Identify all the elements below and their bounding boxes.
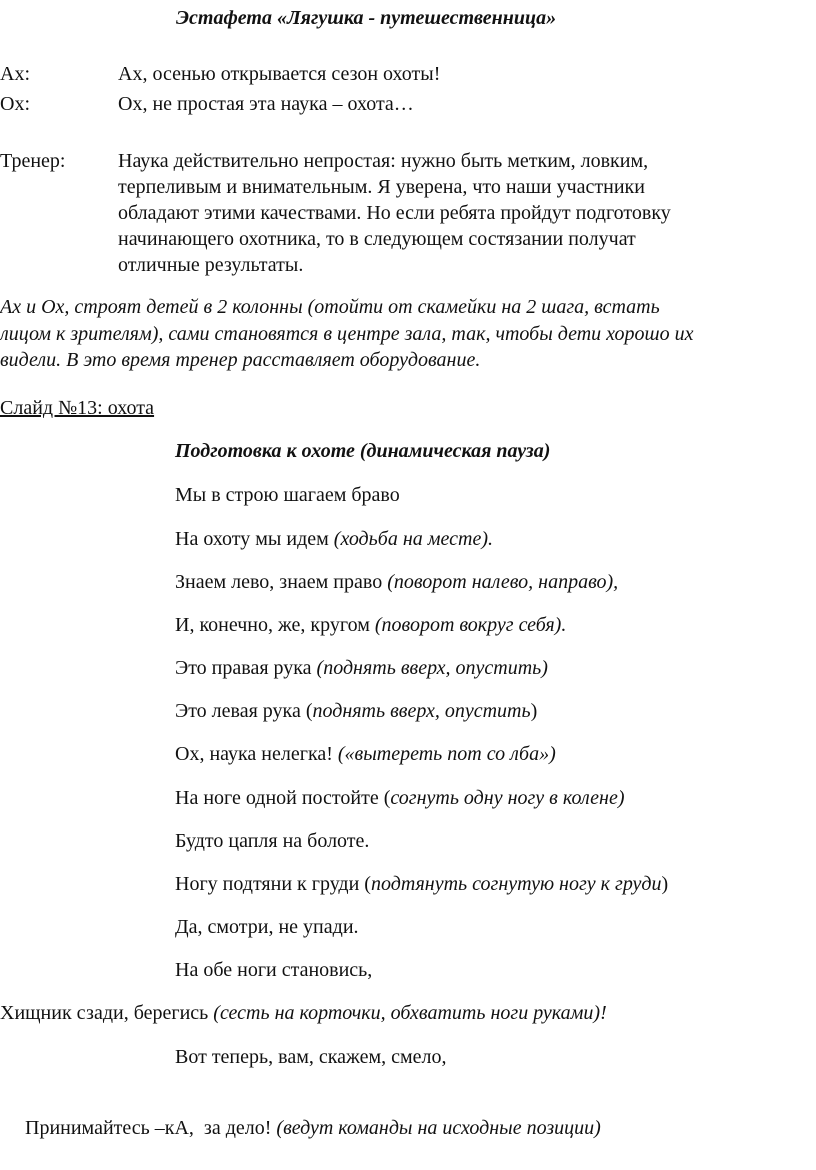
speaker-name: Тренер: <box>0 150 66 172</box>
trainer-line: терпеливым и внимательным. Я уверена, что наши участники <box>118 176 645 198</box>
verse-line <box>175 525 493 553</box>
verse-line <box>175 481 400 509</box>
verse-text: Принимайтесь –кА, за дело! <box>20 1117 277 1139</box>
verse-text: На ноге одной постойте ( <box>175 787 391 809</box>
verse-note: (поднять вверх, опустить) <box>316 657 548 679</box>
verse-text: Будто цапля на болоте. <box>175 830 370 852</box>
verse-text: Знаем лево, знаем право <box>175 571 388 593</box>
verse-line <box>175 740 556 768</box>
verse-text: На обе ноги становись, <box>175 959 373 981</box>
verse-line <box>0 999 607 1027</box>
verse-note: согнуть одну ногу в колене) <box>390 787 625 809</box>
trainer-line: отличные результаты. <box>118 254 304 276</box>
verse-line <box>0 1086 601 1170</box>
verse-text-end: ) <box>661 873 669 895</box>
verse-text: Хищник сзади, берегись <box>0 1002 214 1024</box>
trainer-line: Наука действительно непростая: нужно быть метким, ловким, <box>118 150 649 172</box>
verse-line <box>175 827 369 855</box>
trainer-line: обладают этими качествами. Но если ребята пройдут подготовку <box>118 202 671 224</box>
verse-text: Ох, наука нелегка! <box>175 743 338 765</box>
speaker-name: Ох: <box>0 93 30 115</box>
verse-line <box>175 611 566 639</box>
verse-text: Мы в строю шагаем браво <box>175 484 400 506</box>
verse-line <box>175 784 625 812</box>
verse-text: На охоту мы идем <box>175 528 334 550</box>
verse-text: Это правая рука <box>175 657 317 679</box>
slide-reference: Слайд №13: охота <box>0 397 155 419</box>
verse-text: Ногу подтяни к груди ( <box>175 873 371 895</box>
stage-direction-line: Ах и Ох, строят детей в 2 колонны (отойти от скамейки на 2 шага, встать <box>0 296 660 318</box>
verse-text: Да, смотри, не упади. <box>175 916 359 938</box>
document-title: Эстафета «Лягушка - путешественница» <box>176 7 557 29</box>
verse-line <box>175 956 372 984</box>
verse-note: (ведут команды на исходные позиции) <box>276 1117 601 1139</box>
verse-note: (поворот налево, направо), <box>387 571 619 593</box>
verse-note: (ходьба на месте). <box>333 528 493 550</box>
section-heading: Подготовка к охоте (динамическая пауза) <box>175 440 551 462</box>
verse-line <box>175 1043 447 1071</box>
verse-text: Вот теперь, вам, скажем, смело, <box>175 1046 447 1068</box>
verse-note: («вытереть пот со лба») <box>337 743 556 765</box>
verse-line <box>175 870 668 898</box>
stage-direction-line: лицом к зрителям), сами становятся в центре зала, так, чтобы дети хорошо их <box>0 322 694 345</box>
verse-note: поднять вверх, опустить <box>312 700 531 722</box>
verse-note: подтянуть согнутую ногу к груди <box>370 873 662 895</box>
speaker-text: Ох, не простая эта наука – охота… <box>118 93 414 115</box>
verse-text-end: ) <box>530 700 538 722</box>
verse-note: (сесть на корточки, обхватить ноги руками)! <box>213 1002 607 1024</box>
verse-line <box>175 568 618 596</box>
stage-directions <box>0 294 810 374</box>
verse-note: (поворот вокруг себя). <box>374 614 567 636</box>
verse-text: И, конечно, же, кругом <box>175 614 375 636</box>
verse-line <box>175 654 548 682</box>
speaker-text: Ах, осенью открывается сезон охоты! <box>118 63 441 85</box>
verse-text: Это левая рука ( <box>175 700 313 722</box>
verse-line <box>175 913 359 941</box>
stage-direction-line: видели. В это время тренер расставляет оборудование. <box>0 349 481 371</box>
trainer-line: начинающего охотника, то в следующем состязании получат <box>118 228 636 250</box>
verse-line <box>175 697 537 725</box>
speaker-name: Ах: <box>0 63 30 85</box>
